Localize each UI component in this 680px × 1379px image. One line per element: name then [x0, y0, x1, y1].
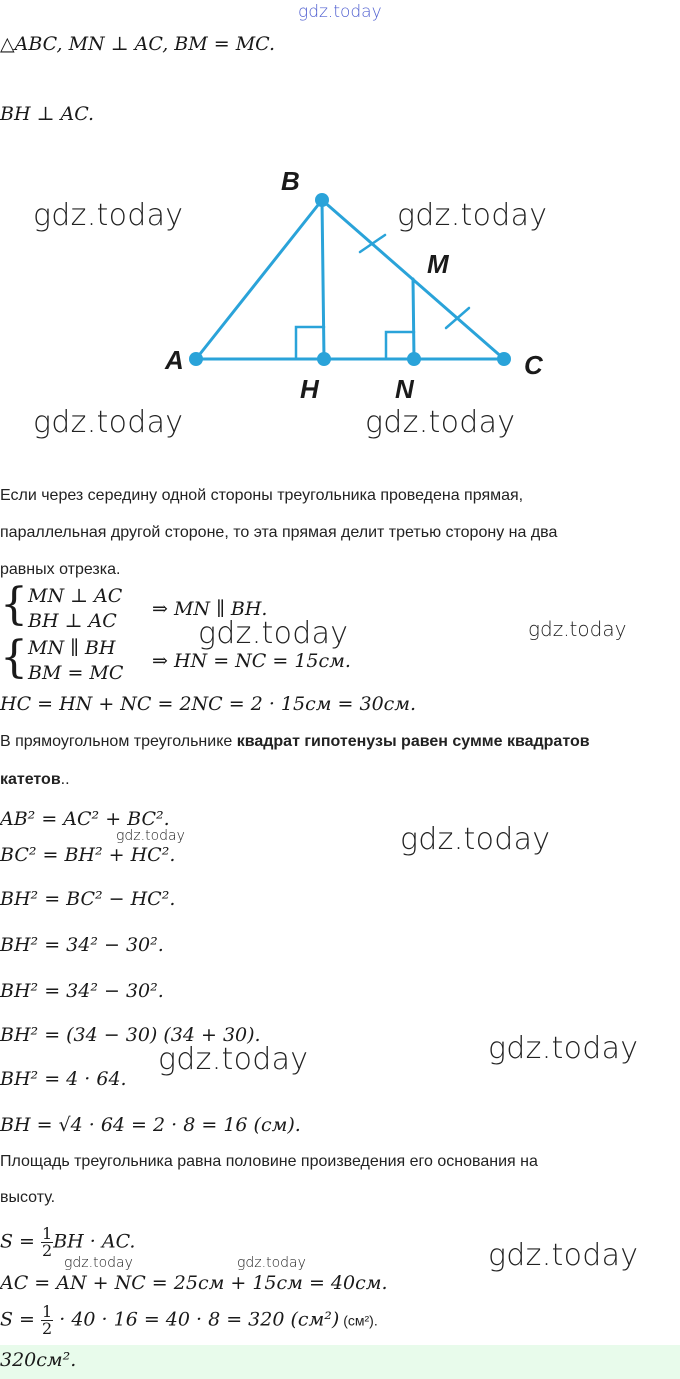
watermark: gdz.today — [198, 616, 349, 651]
watermark: gdz.today — [64, 1255, 133, 1271]
pythagoras-line-2 — [0, 771, 70, 789]
equation-3: BH² = BC² − HC². — [0, 888, 176, 910]
equation-2: BC² = BH² + HC². — [0, 844, 176, 866]
system1-row2: BH ⊥ AC — [28, 610, 117, 632]
label-h: H — [300, 374, 319, 404]
pythagoras-prefix: В прямоугольном треугольнике — [0, 733, 237, 750]
theorem-line-2: параллельная другой стороне, то эта прямая делит третью сторону на два — [0, 524, 558, 541]
system2-row1: MN ∥ BH — [28, 637, 116, 659]
area-text-line-1: Площадь треугольника равна половине произведения его основания на — [0, 1153, 538, 1170]
point-b — [315, 193, 329, 207]
watermark: gdz.today — [528, 617, 627, 641]
answer: 320см². — [0, 1349, 77, 1371]
area-text-line-2: высоту. — [0, 1189, 56, 1206]
equation-6: BH² = (34 − 30) (34 + 30). — [0, 1024, 261, 1046]
watermark-top: gdz.today — [298, 2, 382, 22]
pythagoras-bold-1: квадрат гипотенузы равен сумме квадратов — [236, 733, 590, 750]
watermark: gdz.today — [365, 405, 516, 440]
theorem-line-3: равных отрезка. — [0, 561, 121, 578]
area2-rhs: · 40 · 16 = 40 · 8 = 320 (см²) — [53, 1308, 340, 1331]
pythagoras-line-1 — [0, 733, 590, 751]
watermark: gdz.today — [400, 822, 551, 857]
theorem-line-1: Если через середину одной стороны треугольника проведена прямая, — [0, 487, 524, 504]
equation-4: BH² = 34² − 30². — [0, 934, 164, 956]
answer-bar — [0, 1345, 680, 1379]
area-calculation — [0, 1304, 378, 1337]
watermark: gdz.today — [237, 1255, 306, 1271]
equation-8: BH = √4 · 64 = 2 · 8 = 16 (см). — [0, 1114, 301, 1136]
watermark: gdz.today — [158, 1042, 309, 1077]
system1-result: ⇒ MN ∥ BH. — [152, 598, 268, 620]
label-n: N — [395, 374, 414, 404]
watermark: gdz.today — [488, 1031, 639, 1066]
equation-5: BH² = 34² − 30². — [0, 980, 164, 1002]
area-rhs: BH · AC. — [53, 1230, 136, 1253]
segment-mn — [413, 279, 414, 359]
area2-lhs: S = — [0, 1308, 42, 1331]
point-c — [497, 352, 511, 366]
hc-equation: HC = HN + NC = 2NC = 2 · 15см = 30см. — [0, 693, 417, 715]
equation-1: AB² = AC² + BC². — [0, 808, 170, 830]
given-statement: △ABC, MN ⊥ AC, BM = MC. — [0, 33, 276, 55]
left-brace: { — [0, 632, 28, 683]
area-lhs: S = — [0, 1230, 42, 1253]
fraction-half: $\frac{1}{2}$ — [42, 1224, 53, 1260]
altitude-bh — [322, 200, 324, 359]
system2-row2: BM = MC — [28, 662, 124, 684]
point-a — [189, 352, 203, 366]
fraction-half: $\frac{1}{2}$ — [42, 1302, 53, 1338]
label-c: C — [524, 350, 543, 380]
pythagoras-bold-2: катетов — [0, 771, 61, 788]
point-n — [407, 352, 421, 366]
ac-equation: AC = AN + NC = 25см + 15см = 40см. — [0, 1272, 388, 1294]
watermark: gdz.today — [33, 198, 184, 233]
watermark: gdz.today — [116, 828, 185, 844]
equation-7: BH² = 4 · 64. — [0, 1068, 127, 1090]
label-a: A — [165, 345, 184, 375]
prove-statement: BH ⊥ AC. — [0, 103, 95, 125]
system2-result: ⇒ HN = NC = 15см. — [152, 650, 351, 672]
area2-unit: (см²). — [339, 1312, 378, 1329]
watermark: gdz.today — [33, 405, 184, 440]
side-ab — [196, 200, 322, 359]
left-brace: { — [0, 579, 28, 630]
point-h — [317, 352, 331, 366]
label-m: M — [427, 249, 449, 279]
pythagoras-suffix: .. — [60, 771, 70, 788]
label-b: B — [281, 166, 300, 196]
watermark: gdz.today — [397, 198, 548, 233]
watermark: gdz.today — [488, 1238, 639, 1273]
system1-row1: MN ⊥ AC — [28, 585, 123, 607]
